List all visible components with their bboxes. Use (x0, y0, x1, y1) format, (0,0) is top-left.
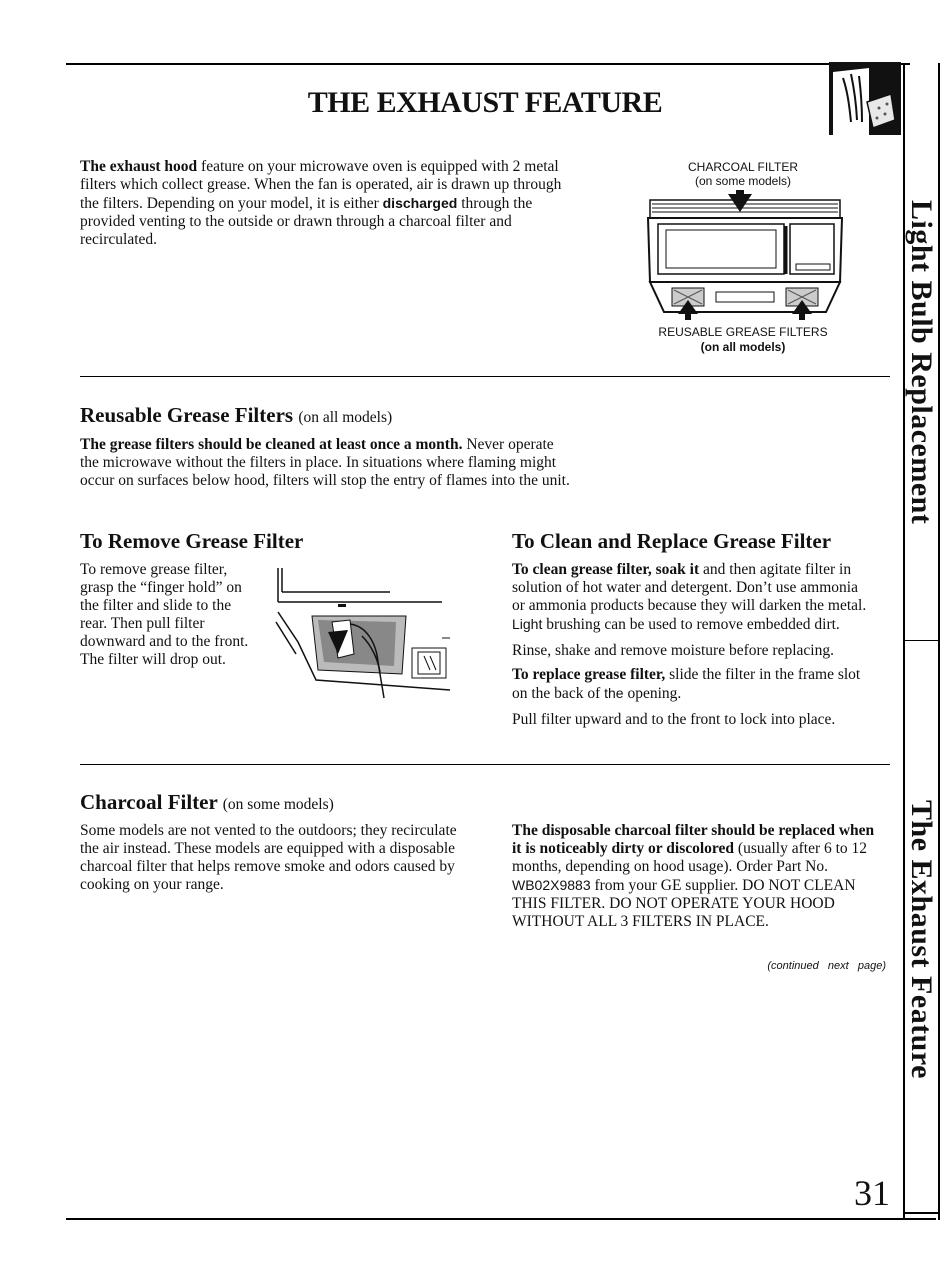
remove-heading: To Remove Grease Filter (80, 529, 304, 553)
clean-paragraph-4: Pull filter upward and to the front to lock into place. (512, 711, 836, 728)
grease-heading (80, 403, 392, 428)
side-tick (903, 1212, 938, 1214)
intro-text: feature on your microwave oven is equipped with 2 metal filters which collect grease. When the fan is operated, air is drawn up through the filters. Depending on your model, it is either (80, 158, 562, 212)
clean-bold: Light (512, 616, 543, 632)
grease-lead: The grease filters should be cleaned at least once a month. (80, 436, 463, 453)
charcoal-text: from your GE supplier. DO NOT CLEAN THIS FILTER. DO NOT OPERATE YOUR HOOD WITHOUT ALL 3 FILTERS IN PLACE. (512, 877, 856, 930)
replace-text: opening. (623, 685, 682, 702)
replace-bold: the (604, 685, 624, 701)
clean-paragraph-2: Rinse, shake and remove moisture before replacing. (512, 642, 834, 659)
charcoal-left-paragraph (80, 822, 460, 894)
intro-bold-word: discharged (382, 195, 458, 211)
page-title: THE EXHAUST FEATURE (307, 86, 663, 119)
continued-note: (continued next page) (767, 960, 886, 972)
grease-paragraph (80, 436, 570, 490)
charcoal-text: (usually after 6 to 12 months, depending on hood usage). Order Part No. (512, 840, 868, 875)
side-tab-exhaust: The Exhaust Feature (905, 800, 938, 1079)
grease-text: Never operate the microwave without the filters in place. In situations where flaming might occur on surfaces below hood, filters will stop the entry of flames into the unit. (80, 436, 570, 489)
side-tab-light-bulb: Light Bulb Replacement (905, 200, 938, 525)
grease-heading-text: Reusable Grease Filters (80, 403, 294, 427)
side-tick (903, 640, 938, 641)
clean-paragraph-1 (512, 561, 874, 634)
divider-rule (80, 376, 890, 377)
bottom-rule (66, 1218, 936, 1220)
side-bar (938, 63, 940, 1220)
clean-lead: To clean grease filter, soak it (512, 561, 700, 578)
diagram-top-sub: (on some models) (694, 174, 792, 188)
intro-paragraph (80, 158, 580, 249)
divider-rule (80, 764, 890, 765)
intro-lead: The exhaust hood (80, 158, 198, 175)
charcoal-left-text: Some models are not vented to the outdoors; they recirculate the air instead. These models are equipped with a disposable charcoal filter that helps remove smoke and odors caused by cooking on your range. (80, 822, 457, 893)
grease-heading-sub: (on all models) (298, 409, 393, 426)
page-number: 31 (854, 1173, 890, 1213)
charcoal-lead: The disposable charcoal filter should be replaced when it is noticeably dirty or discolored (512, 822, 875, 857)
clean-section (512, 561, 874, 729)
charcoal-heading-sub: (on some models) (222, 796, 334, 813)
charcoal-right-paragraph (512, 822, 878, 931)
replace-lead: To replace grease filter, (512, 666, 666, 683)
remove-text: To remove grease filter, grasp the “finger hold” on the filter and slide to the rear. Then pull filter downward and to the front. The filter will drop out. (80, 561, 249, 668)
part-number: WB02X9883 (512, 877, 591, 893)
diagram-bottom-label: REUSABLE GREASE FILTERS (658, 325, 828, 339)
microwave-diagram (640, 190, 850, 320)
intro-text: through the provided venting to the outside or drawn through a charcoal filter and recirculated. (80, 195, 533, 248)
clean-paragraph-3 (512, 666, 874, 703)
clean-text: brushing can be used to remove embedded dirt. (542, 616, 840, 633)
replace-text: slide the filter in the frame slot on the back of (512, 666, 861, 702)
charcoal-heading (80, 790, 334, 815)
charcoal-heading-text: Charcoal Filter (80, 790, 218, 814)
clean-heading: To Clean and Replace Grease Filter (512, 529, 832, 553)
remove-filter-illustration (266, 562, 452, 702)
diagram-top-label: CHARCOAL FILTER (687, 160, 798, 174)
clean-text: and then agitate filter in solution of hot water and detergent. Don’t use ammonia or ammonia products because they will darken the metal. (512, 561, 867, 614)
top-rule (66, 63, 910, 65)
diagram-bottom-sub: (on all models) (700, 340, 786, 354)
remove-paragraph (80, 561, 252, 669)
